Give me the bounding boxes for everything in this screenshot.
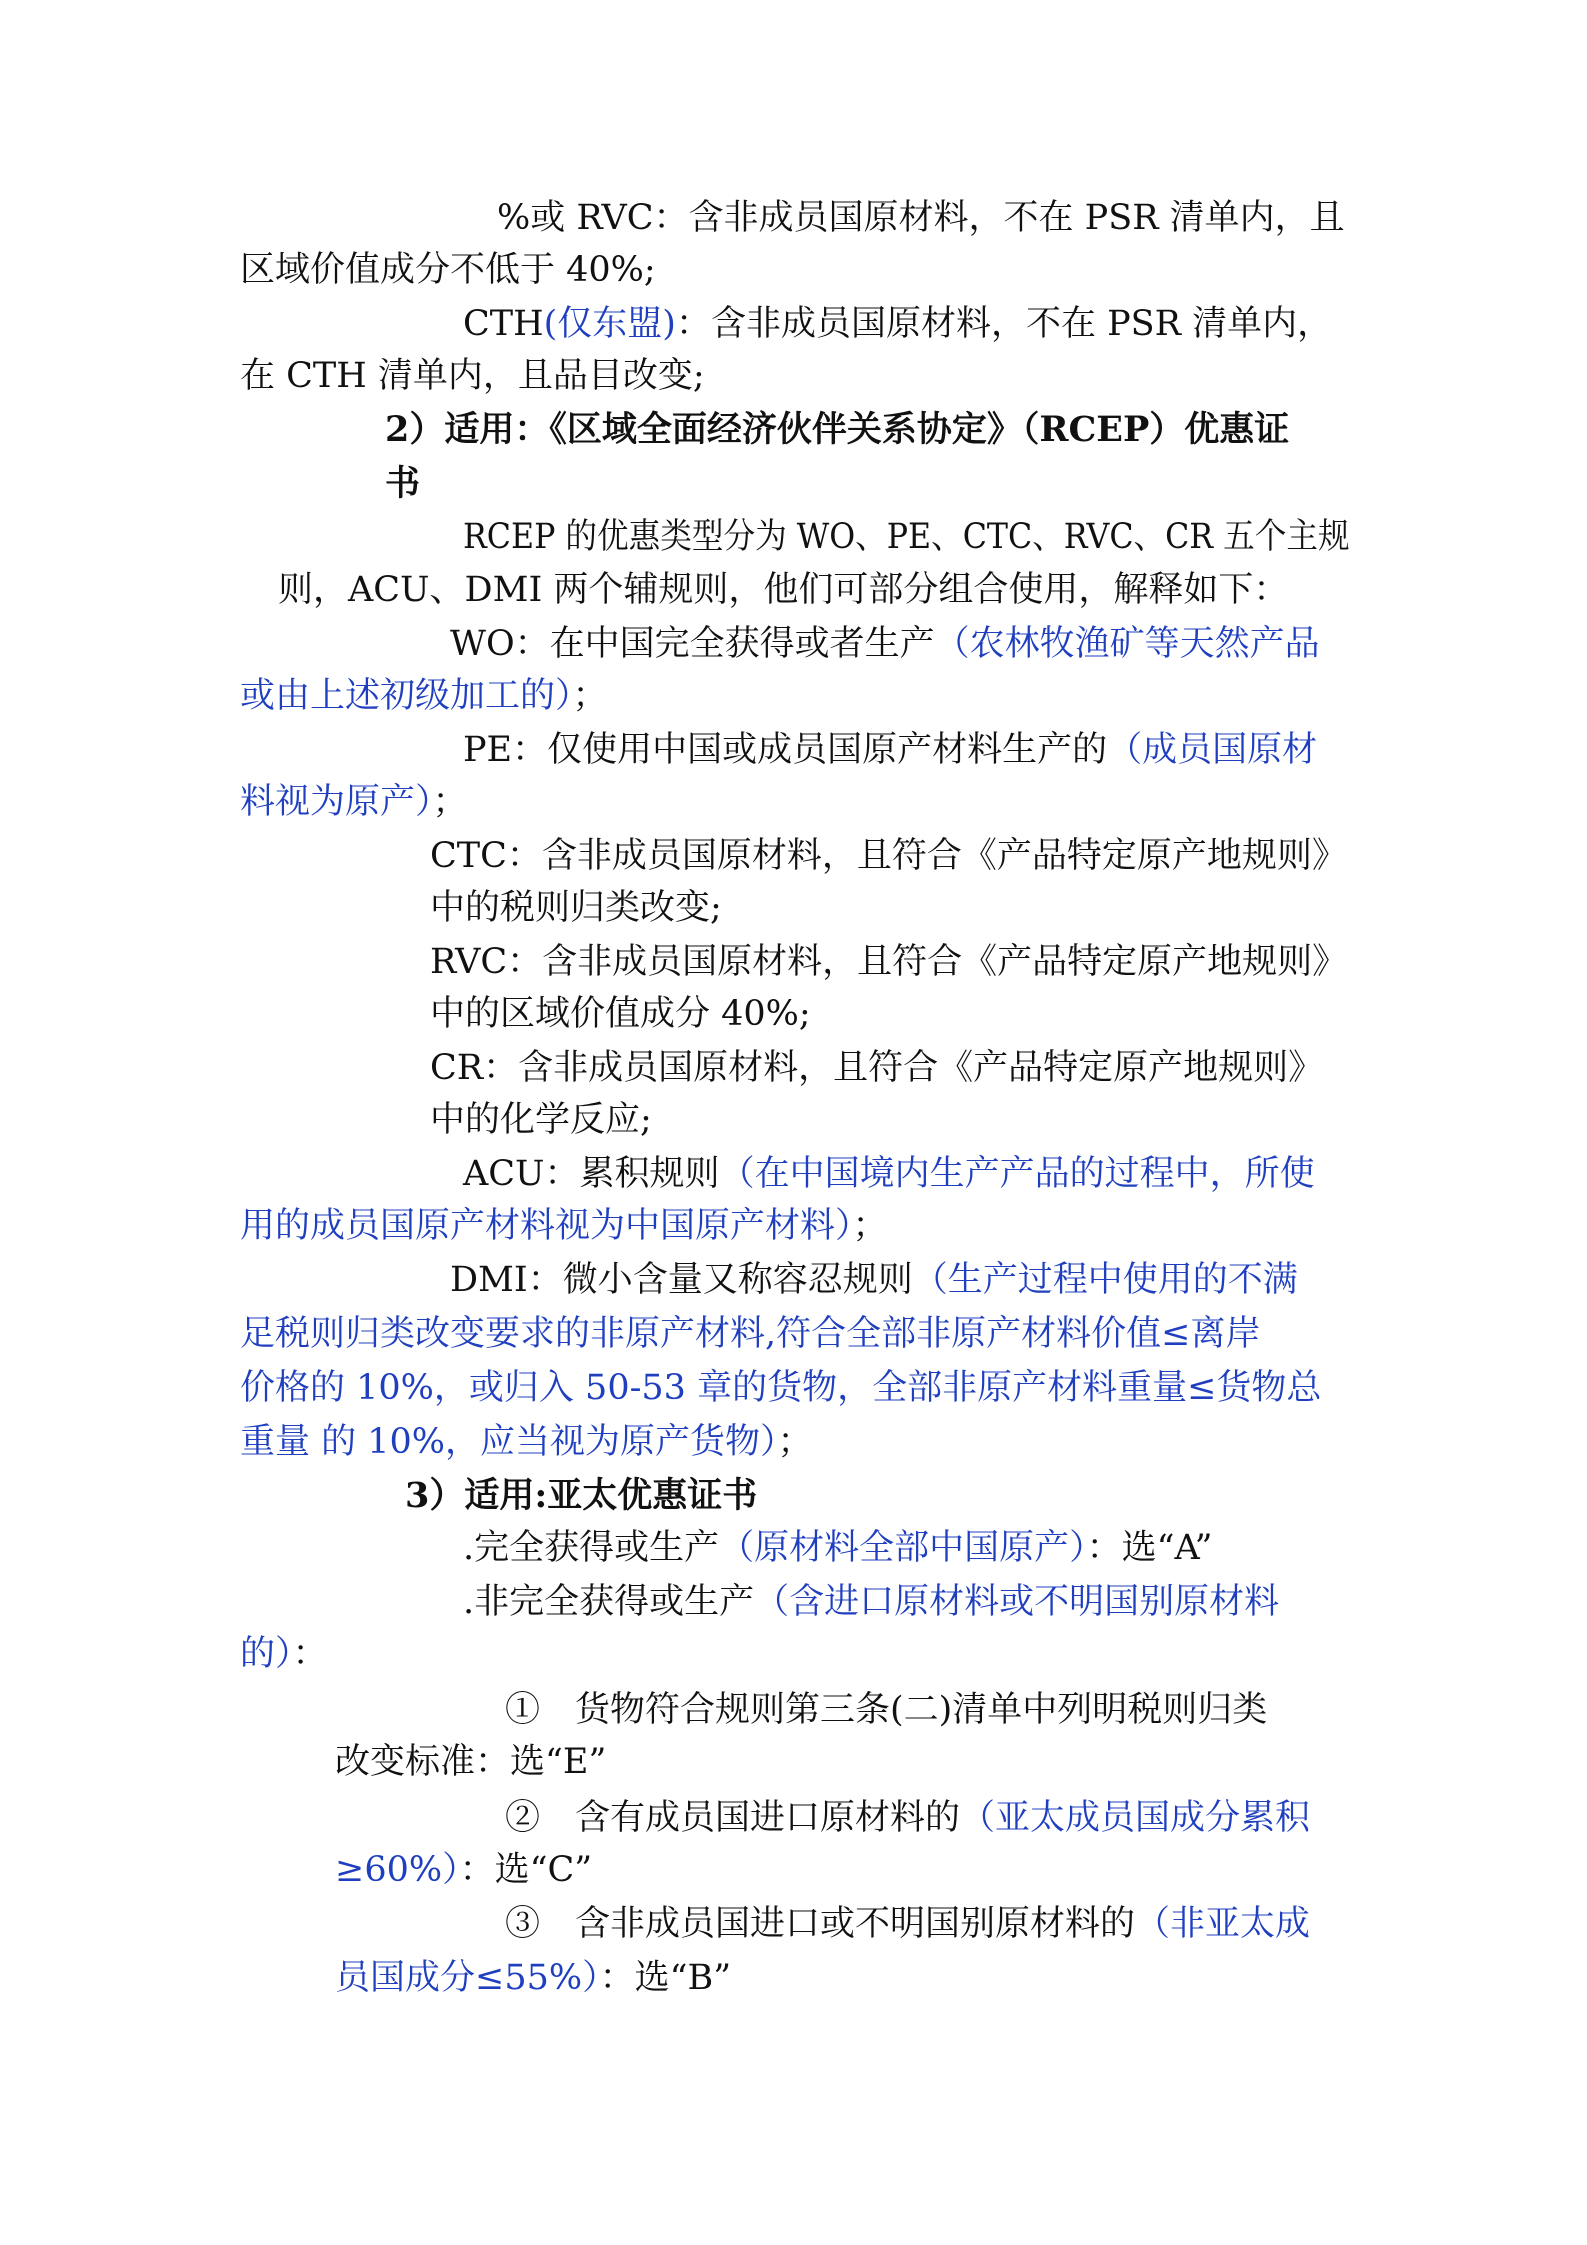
text-segment: ：: [292, 1634, 328, 1674]
text-line: [240, 1204, 888, 1248]
text-line: [240, 1420, 813, 1464]
highlighted-text: ≥60%）: [335, 1850, 460, 1890]
text-line: [385, 408, 1289, 452]
text-segment: ：选“C”: [459, 1850, 593, 1890]
text-segment: PE：仅使用中国或成员国原产材料生产的: [463, 730, 1108, 770]
text-segment: 中的税则归类改变;: [430, 888, 722, 928]
text-line: [497, 196, 1345, 240]
text-line: [405, 1474, 757, 1518]
highlighted-text: （成员国原材: [1107, 730, 1318, 770]
text-segment: ① 货物符合规则第三条(二)清单中列明税则归类: [505, 1690, 1268, 1730]
highlighted-text: 价格的 10%，或归入 50-53 章的货物，全部非原产材料重量≤货物总: [240, 1368, 1322, 1408]
text-segment: ② 含有成员国进口原材料的: [505, 1798, 961, 1838]
highlighted-text: （含进口原材料或不明国别原材料: [754, 1582, 1280, 1622]
text-line: [430, 1046, 1323, 1090]
highlighted-text: （非亚太成: [1135, 1904, 1311, 1944]
text-segment: 2）适用：《区域全面经济伙伴关系协定》（RCEP）优惠证: [385, 409, 1290, 450]
text-line: [240, 674, 608, 718]
text-line: [430, 992, 811, 1036]
text-segment: RVC：含非成员国原材料，且符合《产品特定原产地规则》: [430, 942, 1348, 982]
text-line: [240, 1632, 328, 1676]
text-line: [463, 515, 1350, 559]
highlighted-text: （原材料全部中国原产）: [719, 1528, 1087, 1568]
highlighted-text: 足税则归类改变要求的非原产材料,符合全部非原产材料价值≤离岸: [240, 1314, 1261, 1354]
text-line: [240, 354, 705, 398]
text-segment: ：选“B”: [599, 1958, 732, 1998]
highlighted-text: 的）: [240, 1634, 293, 1674]
highlighted-text: (仅东盟): [543, 304, 676, 344]
text-segment: %或 RVC：含非成员国原材料，不在 PSR 清单内，且: [497, 198, 1345, 238]
highlighted-text: 用的成员国原产材料视为中国原产材料）: [240, 1206, 853, 1246]
text-line: [505, 1902, 1310, 1946]
text-segment: 3）适用:亚太优惠证书: [405, 1475, 758, 1516]
highlighted-text: 重量 的 10%，应当视为原产货物）: [240, 1422, 778, 1462]
text-line: [240, 1312, 1260, 1356]
text-line: [450, 1258, 1298, 1302]
text-segment: 在 CTH 清单内，且品目改变;: [240, 356, 705, 396]
text-segment: DMI：微小含量又称容忍规则: [450, 1260, 913, 1300]
text-segment: ；: [432, 782, 468, 822]
text-segment: 中的区域价值成分 40%;: [430, 994, 811, 1034]
highlighted-text: （在中国境内生产产品的过程中，所使: [719, 1154, 1315, 1194]
text-segment: ；: [852, 1206, 888, 1246]
text-segment: 书: [385, 463, 421, 504]
text-segment: CR：含非成员国原材料，且符合《产品特定原产地规则》: [430, 1048, 1324, 1088]
text-line: [430, 886, 722, 930]
text-line: [335, 1848, 592, 1892]
text-segment: ③ 含非成员国进口或不明国别原材料的: [505, 1904, 1136, 1944]
highlighted-text: 料视为原产）: [240, 782, 433, 822]
text-line: [505, 1796, 1310, 1840]
text-line: [430, 834, 1347, 878]
text-line: [463, 1526, 1213, 1570]
text-line: [505, 1688, 1267, 1732]
highlighted-text: （亚太成员国成分累积: [960, 1798, 1311, 1838]
text-segment: 则，ACU、DMI 两个辅规则，他们可部分组合使用，解释如下：: [278, 570, 1289, 610]
text-segment: ：选“A”: [1086, 1528, 1213, 1568]
text-segment: ；: [572, 676, 608, 716]
text-line: [335, 1956, 731, 2000]
text-segment: ACU：累积规则: [463, 1154, 720, 1194]
text-segment: ；: [777, 1422, 813, 1462]
highlighted-text: 或由上述初级加工的）: [240, 676, 573, 716]
text-line: [278, 568, 1288, 612]
text-line: [240, 1366, 1321, 1410]
text-segment: .完全获得或生产: [463, 1528, 720, 1568]
text-segment: CTH: [463, 304, 544, 344]
highlighted-text: （生产过程中使用的不满: [912, 1260, 1298, 1300]
text-segment: ：含非成员国原材料，不在 PSR 清单内，: [675, 304, 1333, 344]
text-line: [385, 462, 420, 506]
text-line: [450, 622, 1320, 666]
text-line: [463, 728, 1317, 772]
text-line: [335, 1740, 606, 1784]
text-line: [463, 1580, 1279, 1624]
text-segment: RCEP 的优惠类型分为 WO、PE、CTC、RVC、CR 五个主规: [463, 517, 1350, 557]
text-segment: .非完全获得或生产: [463, 1582, 755, 1622]
text-line: [463, 1152, 1315, 1196]
text-line: [240, 248, 656, 292]
text-line: [430, 1098, 652, 1142]
text-segment: 区域价值成分不低于 40%;: [240, 250, 656, 290]
text-segment: 改变标准：选“E”: [335, 1742, 607, 1782]
text-segment: WO：在中国完全获得或者生产: [450, 624, 935, 664]
text-line: [463, 302, 1332, 346]
text-line: [430, 940, 1347, 984]
highlighted-text: （农林牧渔矿等天然产品: [934, 624, 1320, 664]
text-line: [240, 780, 468, 824]
highlighted-text: 员国成分≤55%）: [335, 1958, 600, 1998]
text-segment: CTC：含非成员国原材料，且符合《产品特定原产地规则》: [430, 836, 1347, 876]
text-segment: 中的化学反应;: [430, 1100, 652, 1140]
